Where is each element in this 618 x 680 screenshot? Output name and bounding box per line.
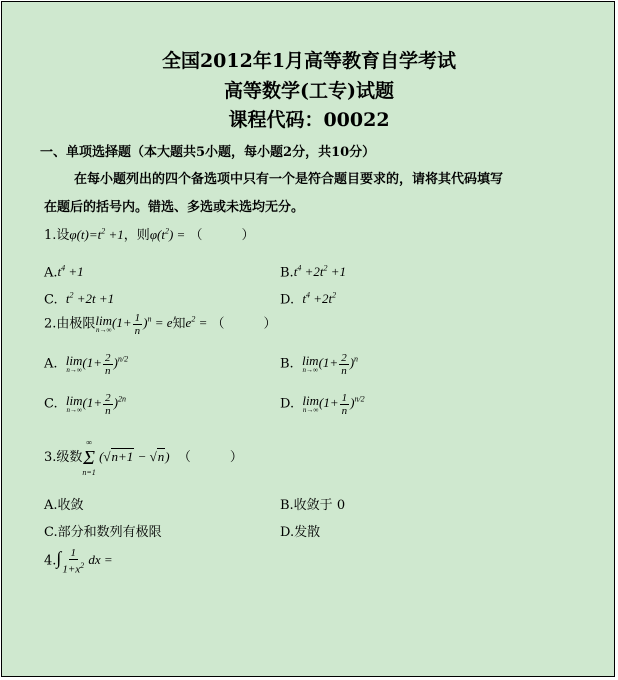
formula: $t^2 +2t +1$ — [65, 291, 115, 307]
question-text: 知 — [172, 316, 186, 332]
option-a: A.收敛 — [44, 498, 84, 513]
option-c — [44, 392, 126, 417]
formula: $t^4 +2t^2 +1$ — [293, 264, 346, 280]
question-prefix: 2.由极限 — [44, 316, 96, 332]
exam-title: 全国2012年1月高等教育自学考试 — [161, 50, 457, 72]
option-c: C.部分和数列有极限 — [44, 525, 162, 540]
option-label: D. — [280, 292, 295, 308]
option-b: B.收敛于 0 — [280, 498, 346, 513]
formula: $t^4 +2t^2$ — [302, 291, 337, 307]
instruction-line: 在每小题列出的四个备选项中只有一个是符合题目要求的，请将其代码填写 — [74, 172, 504, 187]
option-label: A. — [44, 356, 58, 372]
option-b — [280, 264, 346, 280]
option-b — [280, 352, 358, 377]
exam-page — [1, 1, 615, 677]
option-d — [280, 291, 336, 307]
option-d: D.发散 — [280, 525, 321, 540]
course-code: 课程代码：00022 — [228, 109, 390, 131]
option-d — [280, 392, 365, 417]
formula: $\varphi(t)=t^2 +1$ — [69, 226, 124, 242]
formula: lim n→∞ (1+ $\frac{1}{n}$ )$^{n/2}$ — [302, 392, 365, 417]
formula: ∞ Σ n=1 (√n+1 − √n) — [82, 438, 170, 477]
option-a — [44, 352, 128, 377]
question-prefix: 3.级数 — [44, 449, 83, 465]
question-text: ，则 — [123, 228, 150, 243]
exam-subject: 高等数学(工专)试题 — [224, 80, 394, 102]
option-label: B. — [280, 356, 294, 372]
question-4 — [44, 547, 113, 576]
question-2 — [44, 312, 277, 337]
question-1 — [44, 224, 254, 243]
answer-blank: （ ） — [189, 228, 255, 243]
formula: $\varphi(t^2)$ = — [149, 226, 186, 242]
formula: lim n→∞ (1+ $\frac{2}{n}$ )$^n$ — [301, 352, 359, 377]
formula: lim n→∞ (1+ $\frac{1}{n}$ )$^n$ = e — [95, 312, 173, 337]
option-label: D. — [280, 396, 295, 412]
formula: $e^2$ = — [185, 315, 208, 331]
formula: lim n→∞ (1+ $\frac{2}{n}$ )$^{2n}$ — [65, 392, 126, 417]
instruction-line: 在题后的括号内。错选、多选或未选均无分。 — [44, 200, 305, 215]
formula: $t^4 +1$ — [57, 264, 84, 280]
option-label: C. — [44, 396, 58, 412]
section-heading: 一、单项选择题（本大题共5小题，每小题2分，共10分） — [40, 145, 376, 160]
option-label: C. — [44, 292, 58, 308]
question-3 — [44, 438, 243, 478]
answer-blank: （ ） — [211, 316, 277, 332]
formula: ∫ $\frac{1}{1+x^2}$ dx = — [56, 547, 113, 576]
formula: lim n→∞ (1+ $\frac{2}{n}$ )$^{n/2}$ — [65, 352, 129, 377]
question-prefix: 1.设 — [44, 228, 70, 243]
option-label: B. — [280, 265, 294, 281]
option-a — [44, 264, 84, 280]
option-c — [44, 291, 114, 307]
option-label: A. — [44, 265, 58, 281]
question-prefix: 4. — [44, 553, 57, 569]
answer-blank: （ ） — [177, 449, 243, 465]
